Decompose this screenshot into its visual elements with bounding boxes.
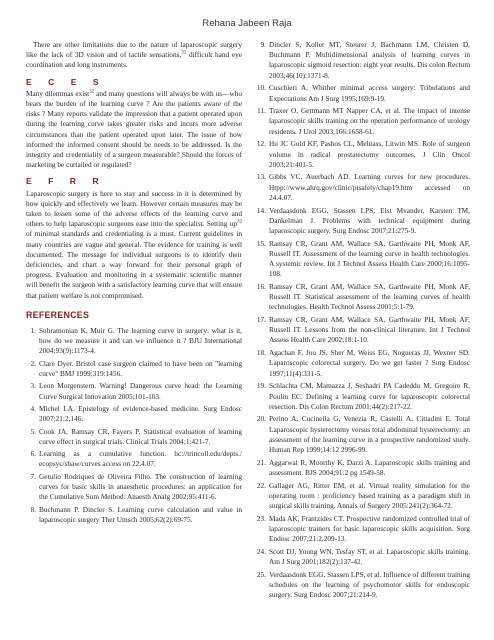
- reference-item: 13. Gibbs VC, Auerbach AD. Learning curves for new procedures. Htpp://www.ahrq.gov/clinic/ptsafety/chap19.htm accessed on 24.4.07.: [256, 172, 470, 202]
- reference-item: 14. Verdaasdonk EGG, Stassen LPS, Elst Mvander, Karsten TM, Dankelman J. Problems with technical equipment during laparoscopic surgery. Surg Endosc 2007;21:275-9.: [256, 205, 470, 235]
- section-heading-2: E F R R: [26, 176, 106, 187]
- reference-item: 8. Buchmann P. Dincler S. Learning curve calculation and value in laparoscopic surgery Ther Umsch 2005;62(2):69-75.: [30, 504, 242, 524]
- references-heading: REFERENCES: [26, 309, 90, 320]
- section2-paragraph: Laparoscopic surgery is here to stay and success in it is determined by how quickly and effectively we learn. However certain measures may be taken to lessen some of the adverse effects of the learning curve and others to help laparoscopic surgeons ease into the specialist. Setting $up^{32}$ of minimal standards and credentialing is a must. Current guidelines in many countries are vague and general. The evidence for training is well documented. The message for individual surgeons is to identify their deficiencies, and chart a way forward for their personal graph of progress. Evaluation and monitoring in a systematic scientific manner will benefit the surgeon with a satisfactory learning curve that will ensure that patient welfare is not compromised.: [26, 188, 242, 300]
- reference-item: 9. Dincler S, Koller MT, Steurer J, Bachmann LM, Christen D, Buchmann P. Multidimensional analysis of learning curves in laparoscopic sigmoid resection: eight year results. Dis colon Rectum 2003;46(10):1371-8.: [260, 40, 470, 80]
- left-column: [26, 40, 242, 527]
- reference-item: 2. Clare Dyer. Bristol case surgeon claimed to have been on "learning curve" BMJ 1999;319:1456.: [30, 358, 242, 379]
- section1-paragraph: Many dilemmas exist$^{32}$ and many questions will always be with us—who bears the burden of the learning curve ? Are the patients aware of the risks ? Many reports validate the impression that a patient operated upon during the learning curve takes greater risks and incurs more adverse circumstances than the patient operated upon later. The issue of how informed the informed consent should be needs to be addressed. Is the integrity and credentiality of a surgeon measurable? Should the forces of marketing be curtailed or regulated?: [26, 88, 243, 170]
- right-column: [254, 40, 470, 603]
- reference-item: 17. Ramsay CR, Grant AM, Wallace SA, Garthwaite PH, Monk AF, Russell IT. Lessons from the non-clinical literature. Int J Technol Assess Health Care 2002;18:1-10.: [256, 315, 470, 345]
- reference-item: 12. Hu JC Gold KF, Pashos CL, Mehtass, Litwin MS. Role of surgeon volume in radical prostatectomy outcomes. J Clin Oncol 2003;21:401-5.: [256, 139, 470, 169]
- reference-item: 3. Leon Morgenstern. Warning! Dangerous curve head: the Learning Curve Surgical Innovation 2005;101-103.: [30, 381, 242, 401]
- reference-item: 23. Mada AK, Frantzides CT. Prospective randomized controlled trial of laparoscopic trainers for basic laparoscopic skills acquisition. Surg Endosc 2007;21:2,209-13.: [256, 513, 470, 544]
- reference-item: 15. Ramsay CR, Grant AM, Wallace SA, Garthwaite PH, Monk AF, Russell IT. Assessment of the learning curve in health technologies. A systemic review. Int J Technol Assess Health Care 2000;16:1095-108.: [256, 238, 470, 279]
- reference-item: 7. Getulio Rodriques de Oliveira Filho. The construction of learning curves for basic skills in anaesthetic procedures: an application for the Cumulative Sum Method: Anaesth Analg 2002;95:411-6.: [30, 471, 242, 502]
- section-heading-1: E C E S: [26, 76, 106, 87]
- reference-item: 5. Cook JA, Ramsay CR, Fayers P. Statistical evaluation of learning curve effect in surgical trials. Clinical Trials 2004;1:421-7.: [30, 426, 242, 446]
- reference-item: 10. Cuschieri A. Whither minimal access surgery: Tribulations and Expectations Am J Surg 1995;169:9-19.: [256, 83, 470, 103]
- reference-item: 11. Traxer O, Gettmann MT Napper CA, et al. The impact of intense laparoscopic skills training on the operation performance of urology residents. J Urol 2003;166:1658-61.: [257, 106, 470, 136]
- reference-item: 24. Scott DJ, Young WN, Tesfay ST, et al. Laparoscopic skills training. Am J Surg 2001;182(2):137-42.: [256, 546, 470, 567]
- citation-sup: 31: [181, 50, 187, 56]
- reference-item: 6. Learning as a cumulative function. hc://trincoll.edu/depts./ ecopsyc/shaw/curves access on 22.4.07.: [30, 449, 242, 469]
- running-head: Rehana Jabeen Raja: [202, 18, 292, 29]
- reference-item: 16. Ramsay CR, Grant AM, Wallace SA, Garthwaite PH, Monk AF, Russell IT. Statistical assessment of the learning curves of health technologies. Health Technol Assess 2001;5:1-79.: [256, 281, 470, 312]
- reference-item: 20. Perino A, Cucinella G, Venezia R, Castelli A, Cittadini E. Total Laparoscopic hysterectomy versus total abdominal hysterectomy: an assessment of the learning curve in a prospective randomized study. Human Rep 1999;14:12 2996-99.: [256, 414, 470, 455]
- citation-sup: 32: [237, 219, 242, 225]
- reference-list-left: [26, 326, 242, 525]
- reference-item: 4. Michel LA. Epistelogy of evidence-based medicine. Surg Endosc 2007;21:2,146.: [30, 404, 242, 424]
- reference-item: 1. Subramonian K, Muir G. The learning curve in surgery: what is it, how do we measure it and can we influence it ? BJU International 2004;93(9):1173-4.: [30, 326, 242, 356]
- reference-item: 22. Gallager AG, Ritter EM, et al. Virtual reality simulation for the operating room : proficiency based training as a paradigm shift in surgical skills training. Annals of Surgery 2005:241(2):364-72.: [256, 480, 470, 511]
- citation-sup: 32: [89, 89, 95, 95]
- reference-item: 25. Verdaasdonk EGG, Stassen LPS, et al. Influence of different training schedules on the learning of psychomotor skills for endoscopic surgery. Surg Endosc 2007;21:214-9.: [256, 569, 470, 600]
- reference-list-right: [254, 40, 470, 600]
- reference-item: 19. Schlachta CM, Mamazza J, Seshadri PA Cadeddu M, Gregoire R, Poulin EC. Defining a learning curve for laparoscopic colorectal resection. Dis Colon Rectum 2001;44(2):217-22.: [256, 381, 470, 411]
- intro-paragraph: There are other limitations due to the nature of laparoscopic surgery like the lack of 3D vision and of tactile sensations,$^{31}$ difficult hand eye coordination and long instruments.: [26, 40, 242, 70]
- reference-item: 21. Aggarwal R, Moorthy K, Darzi A. Laparoscopic skills training and assessment. BJS 2004;91:2 pg 1549-58.: [256, 457, 470, 477]
- reference-item: 18. Agachan F, Joo JS, Sher M, Weiss EG, Nogueras JJ, Wexner SD. Laparoscopic colorectal surgery. Do we get faster ? Surg Endosc 1997;11(4):331-5.: [256, 348, 470, 378]
